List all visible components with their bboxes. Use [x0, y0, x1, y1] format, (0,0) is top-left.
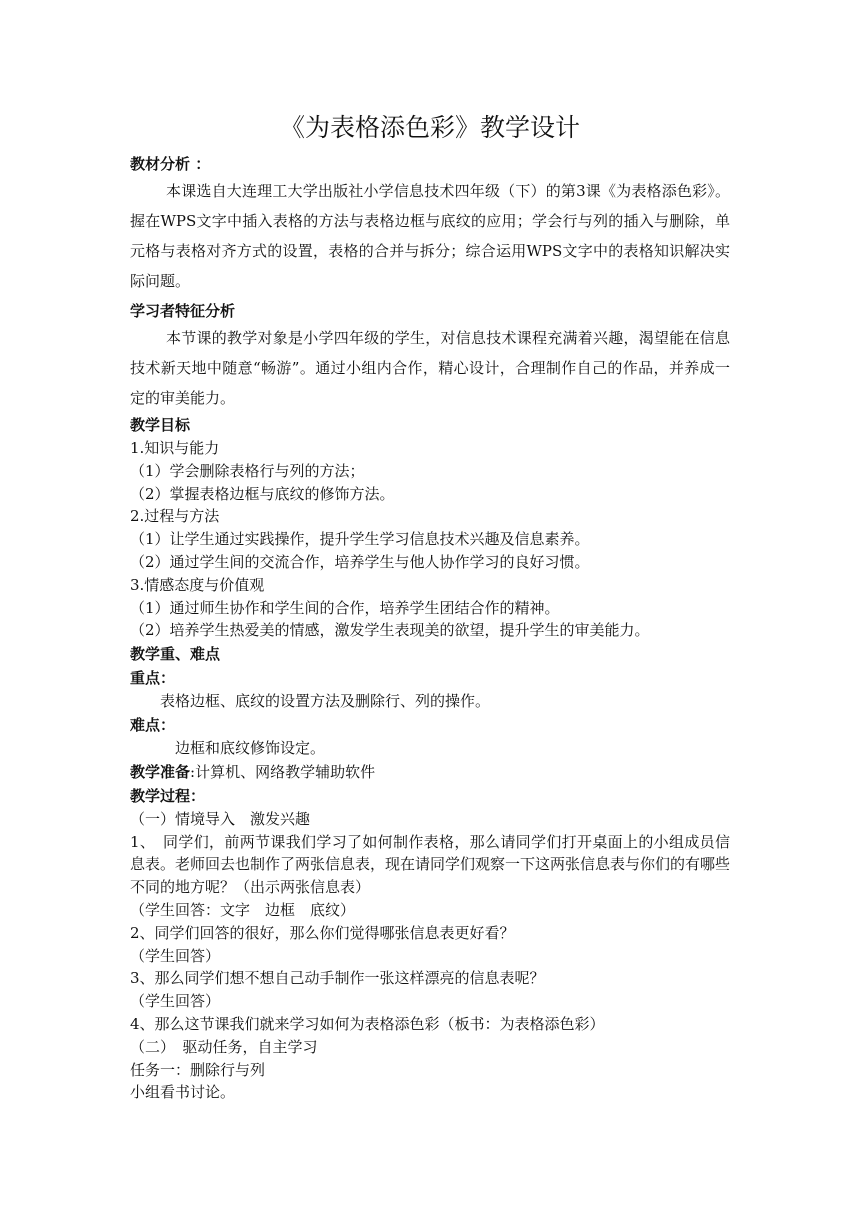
goal-3-b: （2）培养学生热爱美的情感，激发学生表现美的欲望，提升学生的审美能力。 — [130, 621, 650, 640]
student-answer-3: （学生回答） — [130, 992, 221, 1011]
preparation-line — [130, 760, 730, 784]
task-1-title: 任务一：删除行与列 — [130, 1060, 266, 1079]
material-paragraph: 本课选自大连理工大学出版社小学信息技术四年级（下）的第3课《为表格添色彩》。握在WPS文字中插入表格的方法与表格边框与底纹的应用；学会行与列的插入与删除，单元格与表格对齐方式的设置，表格的合并与拆分；综合运用WPS文字中的表格知识解决实际问题。 — [130, 182, 730, 290]
student-answer-1: （学生回答：文字 边框 底纹） — [130, 900, 356, 919]
goals-heading: 教学目标 — [130, 416, 191, 434]
step-1-item-2: 2、同学们回答的很好，那么你们觉得哪张信息表更好看？ — [130, 923, 515, 942]
learner-paragraph: 本节课的教学对象是小学四年级的学生，对信息技术课程充满着兴趣，渴望能在信息技术新天地中随意“畅游”。通过小组内合作，精心设计，合理制作自己的作品，并养成一定的审美能力。 — [130, 329, 730, 407]
material-heading: 教材分析 ： — [130, 155, 211, 173]
step-1-item-4: 4、那么这节课我们就来学习如何为表格添色彩（板书：为表格添色彩） — [130, 1014, 605, 1033]
process-heading: 教学过程： — [130, 786, 206, 805]
step-1-item-3: 3、那么同学们想不想自己动手制作一张这样漂亮的信息表呢？ — [130, 969, 545, 988]
key-point-text: 表格边框、底纹的设置方法及删除行、列的操作。 — [160, 692, 491, 711]
step-2-heading: （二） 驱动任务，自主学习 — [130, 1037, 318, 1056]
goal-2-b: （2）通过学生间的交流合作，培养学生与他人协作学习的良好习惯。 — [130, 552, 590, 571]
difficulty-label: 难点： — [130, 715, 176, 734]
student-answer-2: （学生回答） — [130, 946, 221, 965]
key-point-label: 重点： — [130, 669, 176, 688]
learner-heading: 学习者特征分析 — [130, 302, 236, 320]
preparation-label: 教学准备 — [130, 762, 191, 781]
preparation-text: :计算机、网络教学辅助软件 — [190, 762, 376, 781]
goal-1-b: （2）掌握表格边框与底纹的修饰方法。 — [130, 484, 395, 503]
task-1-text: 小组看书讨论。 — [130, 1083, 236, 1102]
difficulty-text: 边框和底纹修饰设定。 — [175, 738, 326, 757]
goal-1: 1.知识与能力 — [130, 439, 220, 457]
key-points-heading: 教学重、难点 — [130, 645, 221, 664]
step-1-heading: （一）情境导入 激发兴趣 — [130, 809, 311, 828]
document-body — [130, 152, 730, 1104]
document-title: 《为表格添色彩》教学设计 — [279, 113, 580, 142]
goal-3: 3.情感态度与价值观 — [130, 575, 265, 594]
goal-2: 2.过程与方法 — [130, 507, 220, 526]
step-1-item-1: 1、 同学们，前两节课我们学习了如何制作表格，那么请同学们打开桌面上的小组成员信息表。老师回去也制作了两张信息表，现在请同学们观察一下这两张信息表与你们的有哪些不同的地方呢？（出示两张信息表） — [130, 832, 731, 897]
goal-1-a: （1）学会删除表格行与列的方法； — [130, 461, 365, 480]
goal-3-a: （1）通过师生协作和学生间的合作，培养学生团结合作的精神。 — [130, 598, 560, 617]
goal-2-a: （1）让学生通过实践操作，提升学生学习信息技术兴趣及信息素养。 — [130, 530, 590, 549]
